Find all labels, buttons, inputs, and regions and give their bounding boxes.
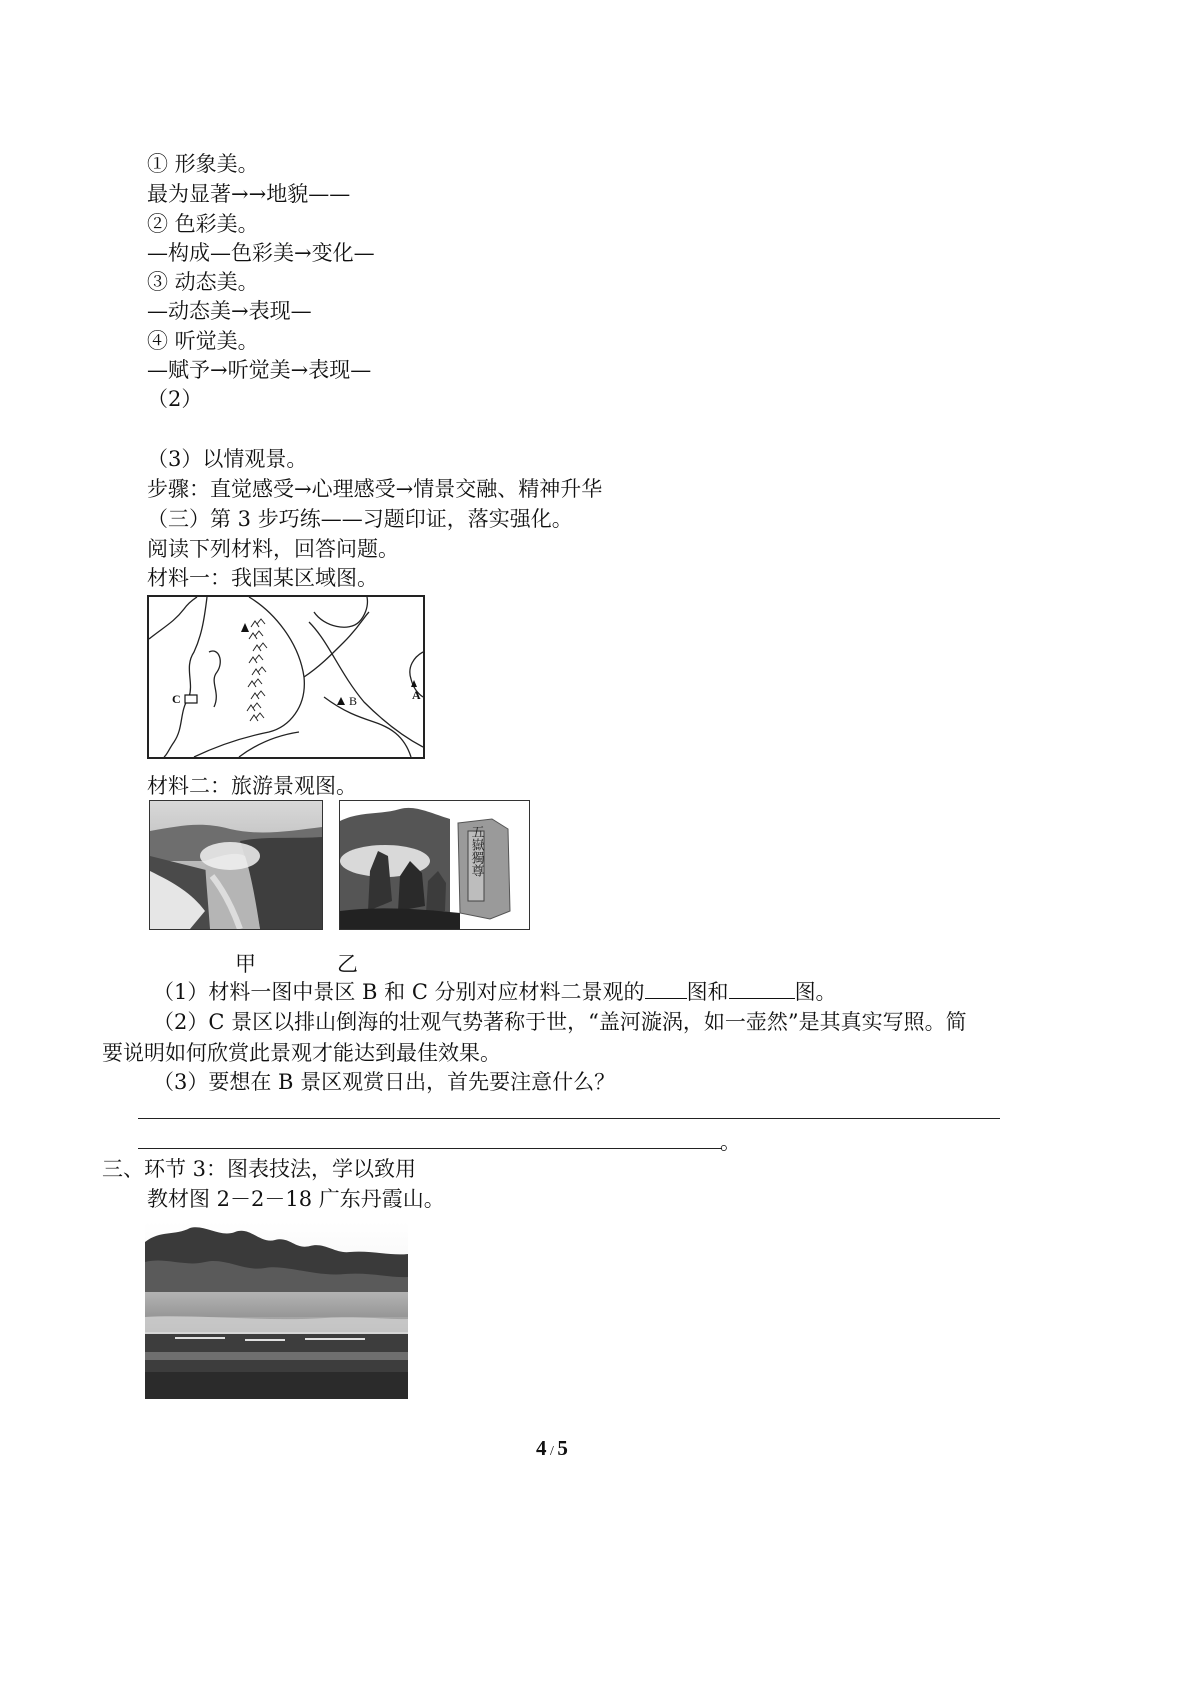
map-road-line bbox=[309, 622, 423, 747]
region-map-svg bbox=[149, 597, 423, 757]
danxia-mountain-photo-svg bbox=[145, 1222, 408, 1399]
map-label-a: A bbox=[412, 688, 421, 702]
text-line-13: 阅读下列材料，回答问题。 bbox=[147, 537, 399, 561]
section-3-heading: 三、环节 3：图表技法，学以致用 bbox=[102, 1157, 417, 1181]
scenic-c-square-icon bbox=[185, 695, 197, 703]
taishan-stele-photo-svg bbox=[340, 801, 529, 929]
waterfall-photo bbox=[149, 800, 323, 930]
danxia-mountain-photo bbox=[145, 1222, 408, 1399]
caption-yi: 乙 bbox=[337, 952, 358, 976]
text-line-7: ④ 听觉美。 bbox=[147, 329, 259, 353]
question-1-text-c: 图。 bbox=[794, 980, 837, 1004]
answer-blank-2[interactable] bbox=[729, 978, 795, 999]
question-1-text-a: （1）材料一图中景区 B 和 C 分别对应材料二景观的 bbox=[153, 980, 645, 1004]
map-label-c: C bbox=[172, 692, 181, 706]
map-border-line bbox=[314, 597, 367, 627]
map-border-line bbox=[209, 651, 220, 707]
stele-inscription: 五嶽獨尊 bbox=[468, 825, 484, 877]
waterfall-photo-svg bbox=[150, 801, 322, 929]
page-total: 5 bbox=[557, 1436, 568, 1460]
page-separator: / bbox=[546, 1444, 558, 1459]
text-line-4: —构成—色彩美→变化— bbox=[147, 241, 375, 265]
mountain-range-symbol bbox=[247, 619, 267, 721]
map-river-line bbox=[194, 597, 304, 757]
text-line-2: 最为显著→→地貌—— bbox=[147, 182, 351, 206]
text-line-3: ② 色彩美。 bbox=[147, 212, 259, 236]
page-number bbox=[536, 1436, 568, 1461]
map-border-line bbox=[239, 732, 299, 757]
answer-line-1[interactable] bbox=[138, 1118, 1000, 1119]
scenic-b-triangle-icon bbox=[337, 697, 345, 705]
question-2-line-2: 要说明如何欣赏此景观才能达到最佳效果。 bbox=[102, 1041, 501, 1065]
text-line-1: ① 形象美。 bbox=[147, 152, 259, 176]
caption-jia: 甲 bbox=[235, 952, 256, 976]
answer-blank-1[interactable] bbox=[645, 978, 687, 999]
text-line-8: —赋予→听觉美→表现— bbox=[147, 358, 372, 382]
text-line-15: 材料二：旅游景观图。 bbox=[147, 774, 357, 798]
question-1-text-b: 图和 bbox=[686, 980, 729, 1004]
page-current: 4 bbox=[536, 1436, 547, 1460]
map-border-line bbox=[149, 597, 197, 639]
peak-triangle-icon bbox=[241, 623, 249, 632]
question-1 bbox=[153, 978, 837, 1006]
answer-end-mark: 。 bbox=[720, 1130, 741, 1154]
question-2-line-1: （2）C 景区以排山倒海的壮观气势著称于世，“盖河漩涡，如一壶然”是其真实写照。简 bbox=[153, 1010, 967, 1034]
text-line-10: （3）以情观景。 bbox=[147, 447, 308, 471]
text-line-12: （三）第 3 步巧练——习题印证，落实强化。 bbox=[147, 507, 573, 531]
text-line-9: （2） bbox=[147, 387, 203, 411]
map-label-b: B bbox=[349, 694, 358, 708]
text-line-11: 步骤：直觉感受→心理感受→情景交融、精神升华 bbox=[147, 477, 603, 501]
text-line-14: 材料一：我国某区域图。 bbox=[147, 566, 378, 590]
region-map bbox=[147, 595, 425, 759]
map-border-line bbox=[164, 597, 207, 757]
answer-line-2[interactable] bbox=[138, 1148, 722, 1149]
taishan-stele-photo bbox=[339, 800, 530, 930]
question-3: （3）要想在 B 景区观赏日出，首先要注意什么？ bbox=[153, 1070, 616, 1094]
section-3-caption: 教材图 2－2－18 广东丹霞山。 bbox=[147, 1187, 445, 1211]
text-line-6: —动态美→表现— bbox=[147, 299, 312, 323]
text-line-5: ③ 动态美。 bbox=[147, 270, 259, 294]
